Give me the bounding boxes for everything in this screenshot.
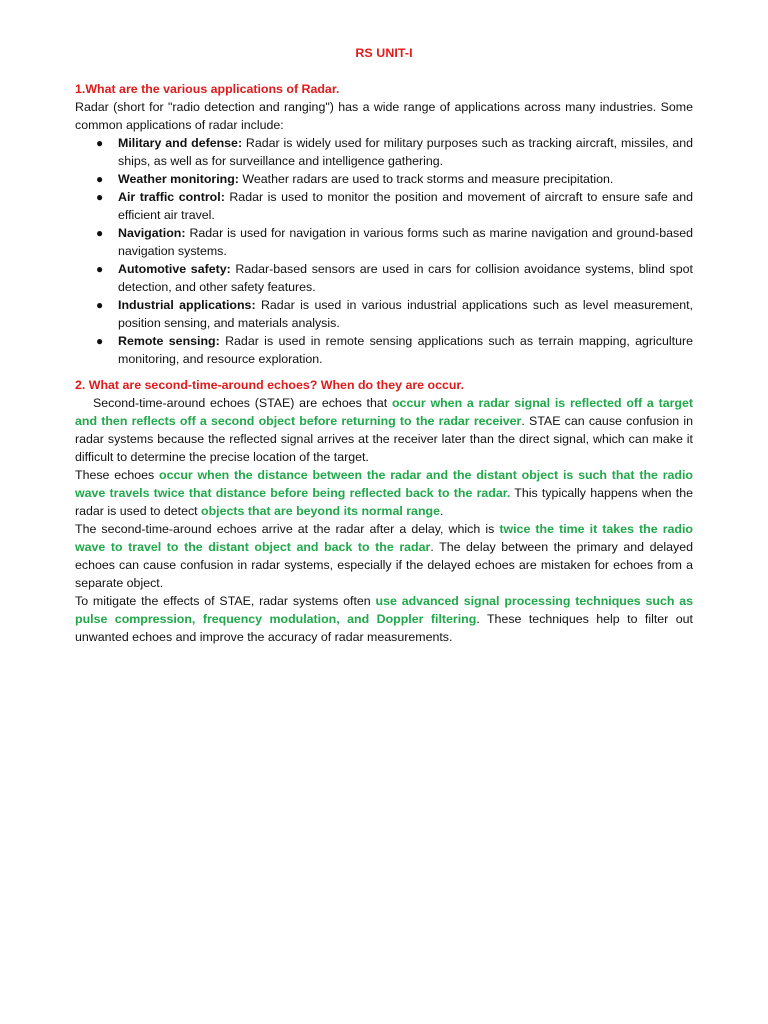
paragraph-stae-mitigation [75,592,693,646]
paragraph-text: This typically happens when the radar is used to detect [75,486,693,518]
highlighted-text: twice the time it takes the radio wave to travel to the distant object and back to the radar [75,522,693,554]
list-item-term: Air traffic control: [118,190,225,204]
list-item [96,170,693,188]
list-item-term: Navigation: [118,226,186,240]
section-1-intro: Radar (short for "radio detection and ranging") has a wide range of applications across many industries. Some common applications of radar include: [75,100,693,132]
paragraph-stae-definition [75,394,693,466]
bullet-icon: ● [96,262,104,276]
bullet-icon: ● [96,172,104,186]
paragraph-text: . STAE can cause confusion in radar systems because the reflected signal arrives at the receiver later than the direct signal, which can make it difficult to determine the precise location of the target. [75,414,694,464]
paragraph-text: Second-time-around echoes (STAE) are echoes that [93,396,392,410]
list-item [96,296,693,332]
list-item [96,134,693,170]
list-item [96,224,693,260]
paragraph-text: The second-time-around echoes arrive at the radar after a delay, which is [75,522,500,536]
list-item [96,188,693,224]
highlighted-text: occur when the distance between the radar and the distant object is such that the radio wave travels twice that distance before being reflected back to the radar. [75,468,693,500]
paragraph-text: . [439,504,444,518]
list-item-term: Military and defense: [118,136,243,150]
document-page [75,44,693,646]
bullet-icon: ● [96,298,104,312]
list-item-text: Radar is used in various industrial applications such as level measurement, position sensing, and materials analysis. [118,298,693,330]
paragraph-stae-occurrence [75,466,693,520]
paragraph-stae-delay [75,520,693,592]
list-item-term: Remote sensing: [118,334,220,348]
list-item [96,260,693,296]
highlighted-text: objects that are beyond its normal range [201,504,440,518]
document-title: RS UNIT-I [355,46,413,60]
list-item-text: Radar is used for navigation in various forms such as marine navigation and ground-based navigation systems. [118,226,693,258]
highlighted-text: use advanced signal processing techniques such as pulse compression, frequency modulation, and Doppler filtering [75,594,694,626]
list-item-term: Automotive safety: [118,262,231,276]
bullet-icon: ● [96,190,104,204]
bullet-icon: ● [96,334,104,348]
list-item-text: Radar is widely used for military purposes such as tracking aircraft, missiles, and ships, as well as for surveillance and intelligence gathering. [118,136,693,168]
list-item [96,332,693,368]
question-1-heading: 1.What are the various applications of Radar. [75,82,340,96]
paragraph-text: To mitigate the effects of STAE, radar systems often [75,594,376,608]
bullet-icon: ● [96,226,104,240]
list-item-text: Radar is used in remote sensing applications such as terrain mapping, agriculture monitoring, and resource exploration. [118,334,693,366]
question-2-heading: 2. What are second-time-around echoes? When do they are occur. [75,378,465,392]
bullet-icon: ● [96,136,104,150]
list-item-text: Weather radars are used to track storms and measure precipitation. [238,172,614,186]
list-item-text: Radar-based sensors are used in cars for collision avoidance systems, blind spot detection, and other safety features. [118,262,693,294]
list-item-text: Radar is used to monitor the position and movement of aircraft to ensure safe and efficient air travel. [118,190,693,222]
applications-list [75,134,693,368]
list-item-term: Industrial applications: [118,298,256,312]
list-item-term: Weather monitoring: [118,172,239,186]
section-gap [75,368,693,376]
paragraph-text: . The delay between the primary and delayed echoes can cause confusion in radar systems, especially if the delayed echoes are mistaken for echoes from a separate object. [75,540,693,590]
paragraph-text: These echoes [75,468,159,482]
highlighted-text: occur when a radar signal is reflected off a target and then reflects off a second object before returning to the radar receiver [75,396,693,428]
paragraph-text: . These techniques help to filter out unwanted echoes and improve the accuracy of radar measurements. [75,612,693,644]
